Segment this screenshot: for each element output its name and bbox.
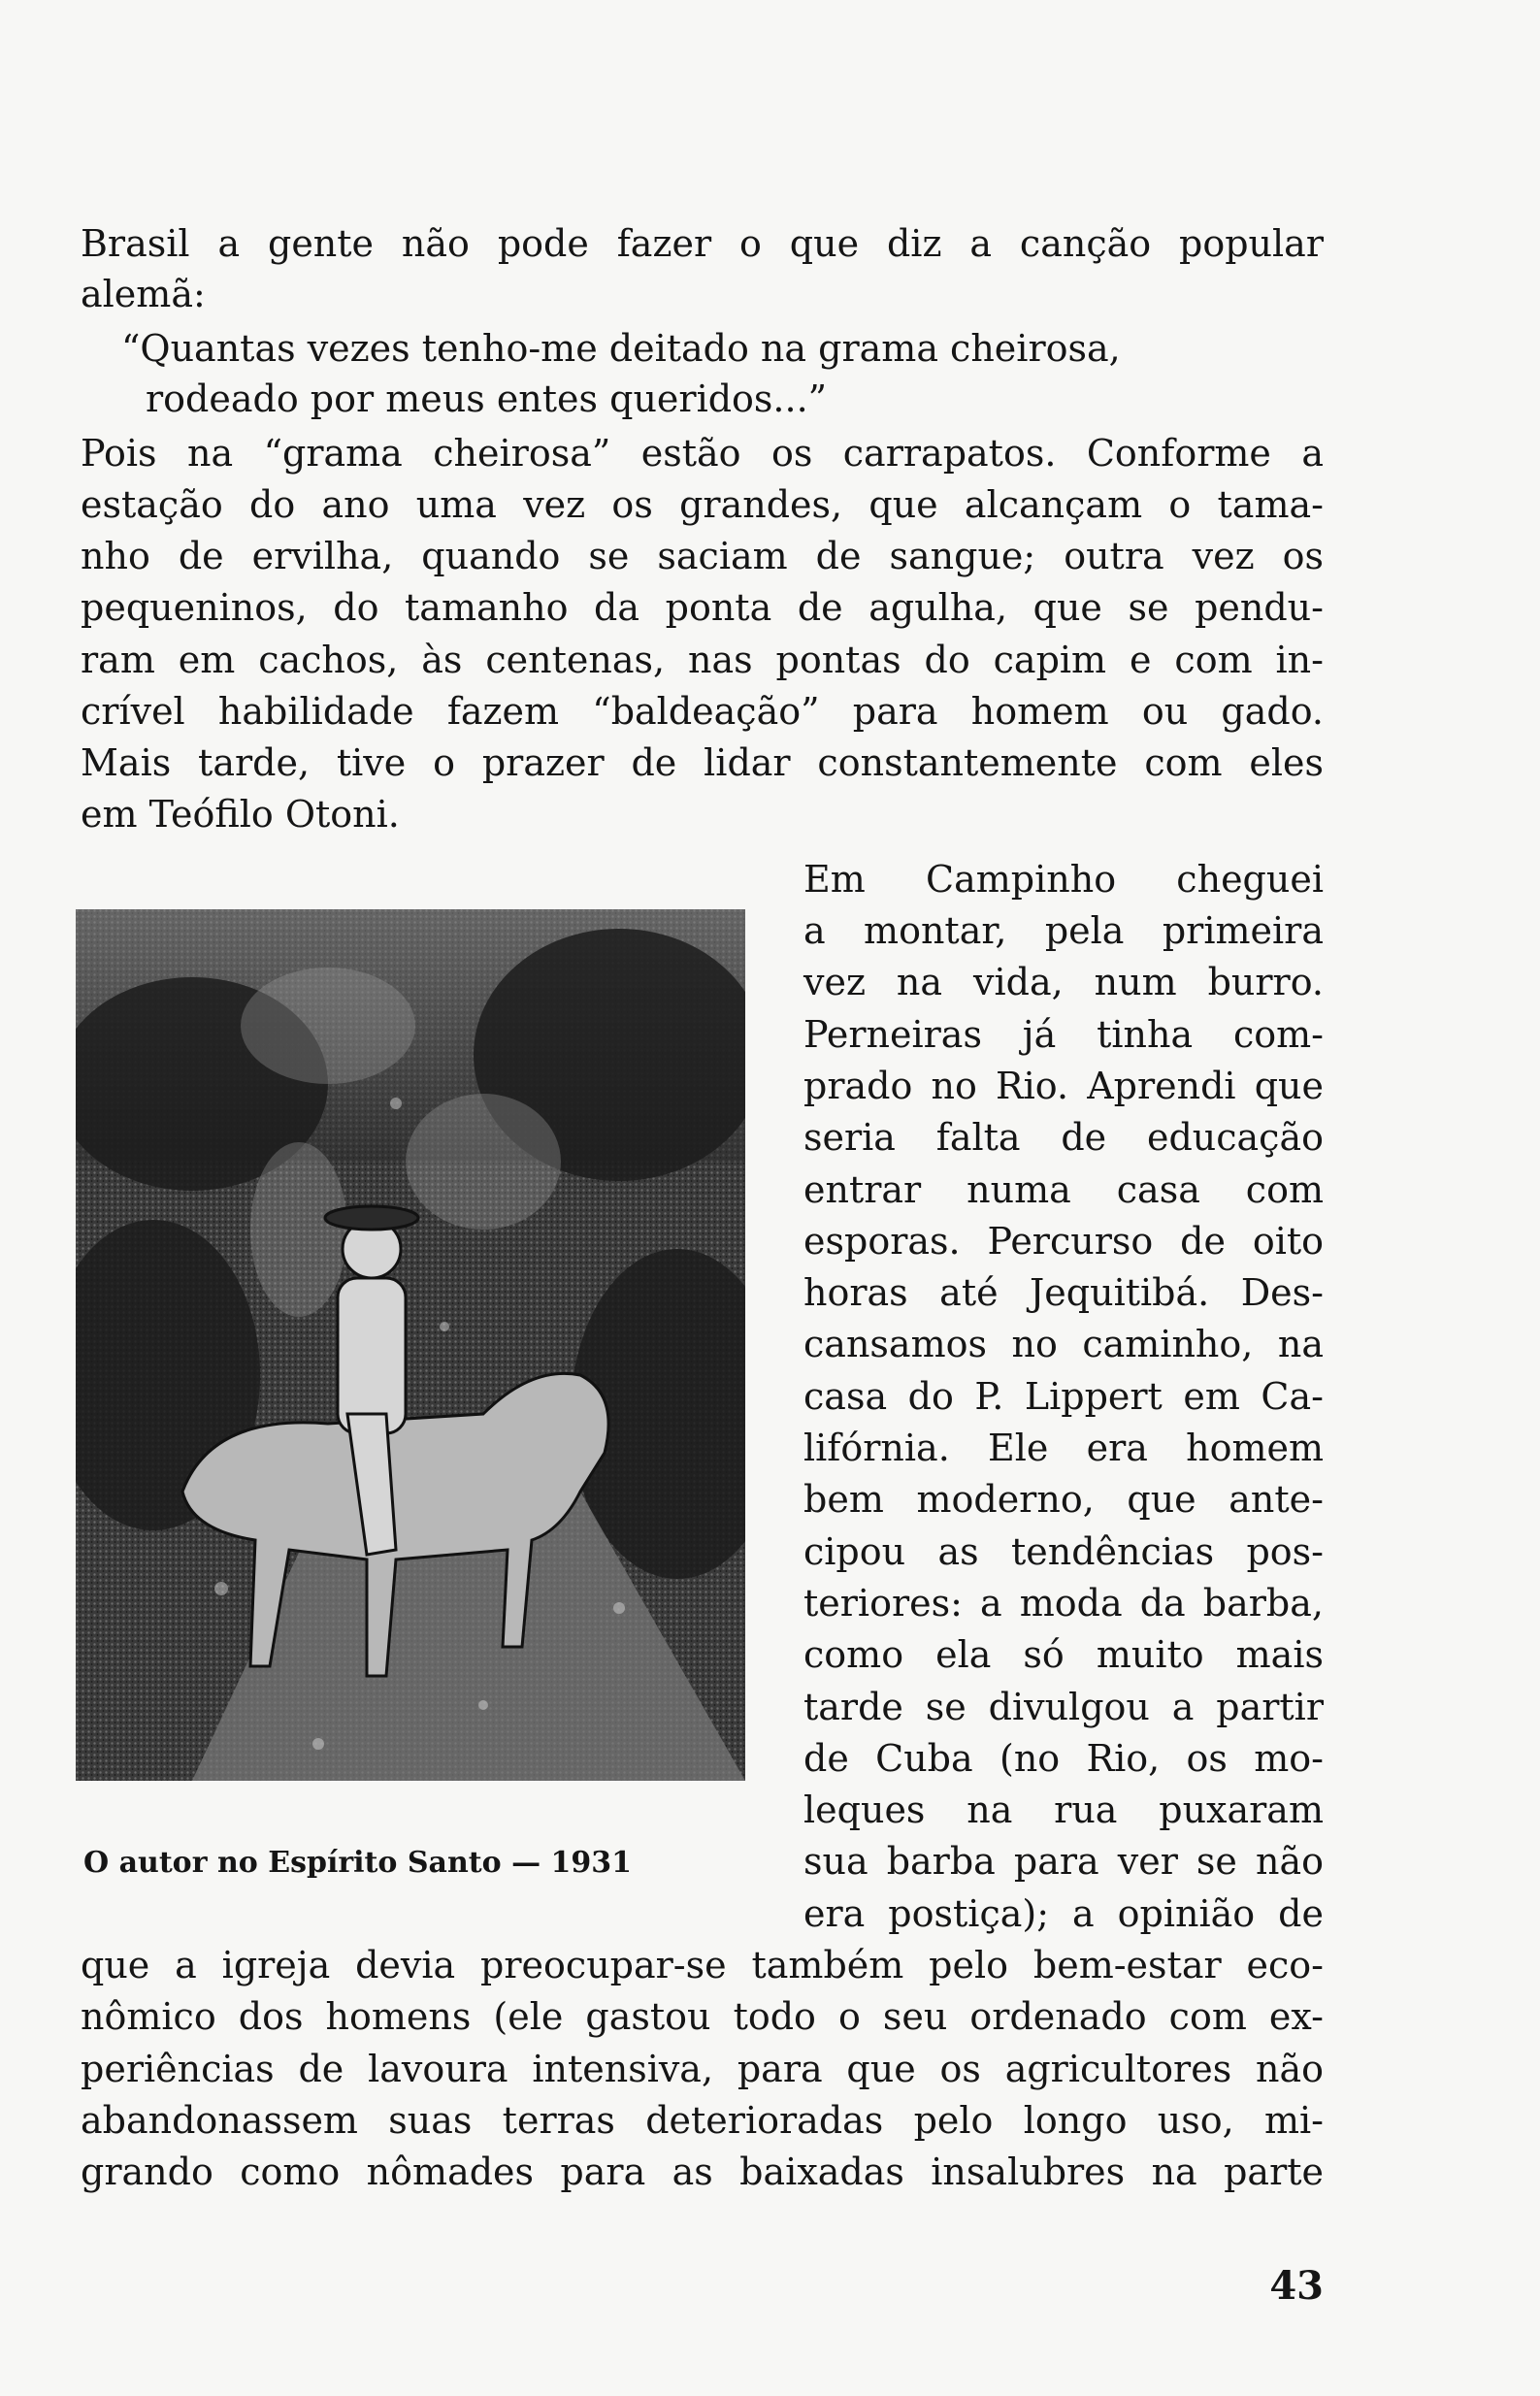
text-line: Mais tarde, tive o prazer de lidar constantemente com eles <box>81 741 1324 784</box>
text-line: nho de ervilha, quando se saciam de sangue; outra vez os <box>81 535 1324 577</box>
text-line: abandonassem suas terras deterioradas pelo longo uso, mi- <box>81 2099 1324 2142</box>
text-line: leques na rua puxaram <box>803 1789 1324 1831</box>
text-line: era postiça); a opinião de <box>803 1892 1324 1935</box>
text-line: como ela só muito mais <box>803 1633 1324 1676</box>
text-line: em Teófilo Otoni. <box>81 793 400 836</box>
text-line: lifórnia. Ele era homem <box>803 1427 1324 1469</box>
photo-image <box>76 909 745 1781</box>
page-number: 43 <box>1269 2263 1324 2309</box>
text-line: bem moderno, que ante- <box>803 1478 1324 1521</box>
text-line: teriores: a moda da barba, <box>803 1582 1324 1625</box>
text-line: nômico dos homens (ele gastou todo o seu ordenado com ex- <box>81 1995 1324 2038</box>
text-line: seria falta de educação <box>803 1116 1324 1159</box>
text-line: vez na vida, num burro. <box>803 961 1324 1003</box>
text-line: Brasil a gente não pode fazer o que diz a canção popular <box>81 222 1324 265</box>
text-line: entrar numa casa com <box>803 1168 1324 1211</box>
quote-line: “Quantas vezes tenho-me deitado na grama cheirosa, <box>121 327 1121 370</box>
photo-caption: O autor no Espírito Santo — 1931 <box>83 1846 633 1880</box>
text-line: que a igreja devia preocupar-se também pelo bem-estar eco- <box>81 1944 1324 1986</box>
text-line: tarde se divulgou a partir <box>803 1686 1324 1728</box>
text-line: esporas. Percurso de oito <box>803 1220 1324 1263</box>
text-line: pequeninos, do tamanho da ponta de agulha, que se pendu- <box>81 586 1324 629</box>
text-line: estação do ano uma vez os grandes, que alcançam o tama- <box>81 483 1324 526</box>
text-line: alemã: <box>81 273 206 315</box>
text-line: sua barba para ver se não <box>803 1840 1324 1883</box>
text-line: grando como nômades para as baixadas insalubres na parte <box>81 2150 1324 2193</box>
text-line: a montar, pela primeira <box>803 909 1324 952</box>
text-line: Pois na “grama cheirosa” estão os carrapatos. Conforme a <box>81 432 1324 475</box>
text-line: Perneiras já tinha com- <box>803 1013 1324 1056</box>
text-line: ram em cachos, às centenas, nas pontas do capim e com in- <box>81 639 1324 681</box>
text-line: cipou as tendências pos- <box>803 1530 1324 1573</box>
text-line: casa do P. Lippert em Ca- <box>803 1375 1324 1418</box>
text-line: de Cuba (no Rio, os mo- <box>803 1737 1324 1780</box>
text-line: periências de lavoura intensiva, para que os agricultores não <box>81 2048 1324 2090</box>
quote-line: rodeado por meus entes queridos...” <box>146 377 828 420</box>
author-photo <box>76 909 745 1781</box>
text-line: crível habilidade fazem “baldeação” para homem ou gado. <box>81 690 1324 733</box>
text-line: prado no Rio. Aprendi que <box>803 1065 1324 1107</box>
text-line: Em Campinho cheguei <box>803 858 1324 901</box>
text-line: horas até Jequitibá. Des- <box>803 1271 1324 1314</box>
text-line: cansamos no caminho, na <box>803 1323 1324 1365</box>
